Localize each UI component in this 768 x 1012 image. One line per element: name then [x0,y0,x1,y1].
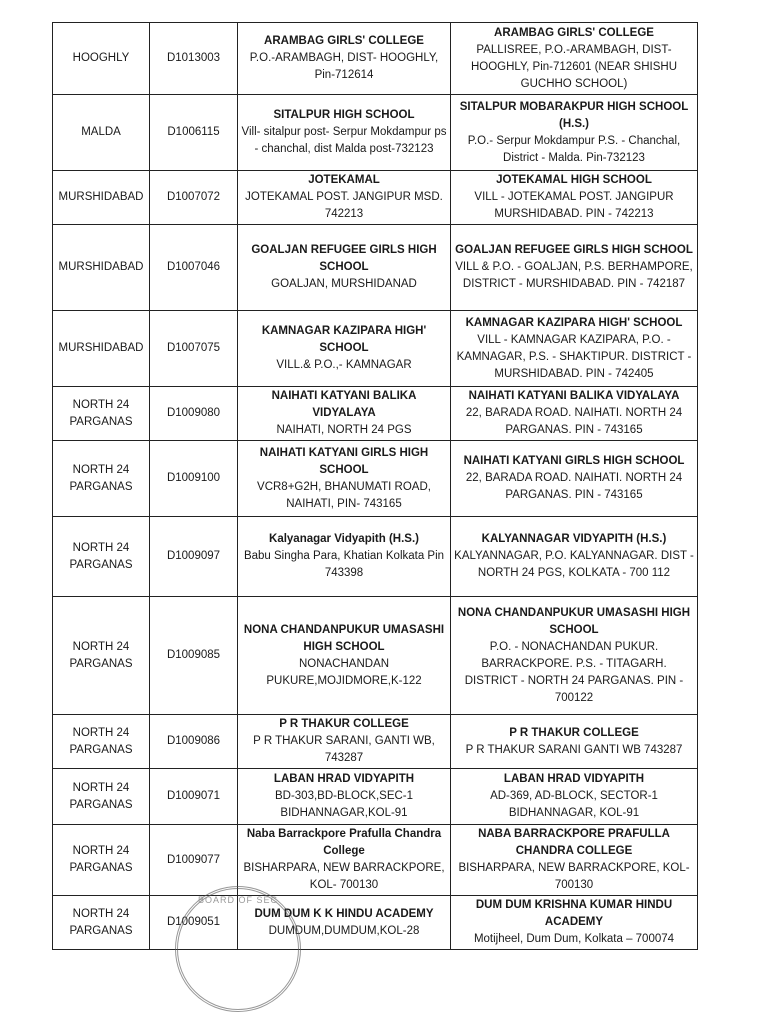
school-cell [451,95,698,171]
college-name: JOTEKAMAL [308,174,380,186]
district-cell [53,517,150,597]
school-address: PALLISREE, P.O.-ARAMBAGH, DIST- HOOGHLY, Pin-712601 (NEAR SHISHU GUCHHO SCHOOL) [470,43,677,90]
district-name: NORTH 24 PARGANAS [69,541,133,571]
college-name: LABAN HRAD VIDYAPITH [273,773,415,785]
board-seal-stamp [175,886,301,1012]
college-cell [238,387,451,441]
college-name: Naba Barrackpore Prafulla Chandra College [246,828,442,857]
school-cell [451,896,698,950]
table-row [53,171,698,225]
institution-code: D1009071 [166,790,221,802]
table-row [53,23,698,95]
school-name: NABA BARRACKPORE PRAFULLA CHANDRA COLLEGE [478,828,670,857]
table-row [53,225,698,311]
district-name: NORTH 24 PARGANAS [69,398,133,428]
district-name: NORTH 24 PARGANAS [69,463,133,493]
school-list-table [52,22,698,950]
table-row [53,311,698,387]
college-cell [238,825,451,896]
table-row [53,517,698,597]
table-row [53,715,698,769]
college-name: NAIHATI KATYANI GIRLS HIGH SCHOOL [259,446,429,476]
school-cell [451,441,698,517]
code-cell [150,95,238,171]
district-cell [53,387,150,441]
college-name: ARAMBAG GIRLS' COLLEGE [264,35,424,47]
district-name: NORTH 24 PARGANAS [69,907,133,937]
school-name: SITALPUR MOBARAKPUR HIGH SCHOOL (H.S.) [459,100,689,130]
table-row [53,896,698,950]
district-name: NORTH 24 PARGANAS [69,781,133,811]
school-address: 22, BARADA ROAD. NAIHATI. NORTH 24 PARGANAS. PIN - 743165 [465,472,683,501]
school-address: P.O. - NONACHANDAN PUKUR. BARRACKPORE. P.S. - TITAGARH. DISTRICT - NORTH 24 PARGANAS. PIN - 700122 [464,640,684,704]
institution-code: D1009080 [166,407,221,419]
college-address: Babu Singha Para, Khatian Kolkata Pin 743398 [243,550,445,579]
code-cell [150,441,238,517]
school-cell [451,171,698,225]
school-address: AD-369, AD-BLOCK, SECTOR-1 BIDHANNAGAR, KOL-91 [490,790,658,819]
district-name: MURSHIDABAD [58,191,144,203]
college-address: P.O.-ARAMBAGH, DIST- HOOGHLY, Pin-712614 [249,52,439,81]
table-row [53,597,698,715]
college-cell [238,597,451,715]
district-cell [53,769,150,825]
college-cell [238,23,451,95]
school-address: VILL - JOTEKAMAL POST. JANGIPUR MURSHIDABAD. PIN - 742213 [474,191,674,220]
district-name: MURSHIDABAD [58,342,144,354]
district-cell [53,95,150,171]
college-name: DUM DUM K K HINDU ACADEMY [254,907,434,920]
institution-code: D1009100 [166,472,221,484]
institution-code: D1009051 [166,916,221,928]
institution-code: D1006115 [167,126,220,138]
district-name: NORTH 24 PARGANAS [69,726,133,756]
college-address: NONACHANDAN PUKURE,MOJIDMORE,K-122 [266,657,422,687]
college-name: NAIHATI KATYANI BALIKA VIDYALAYA [271,390,417,419]
code-cell [150,387,238,441]
school-address: 22, BARADA ROAD. NAIHATI. NORTH 24 PARGANAS. PIN - 743165 [465,407,683,436]
code-cell [150,23,238,95]
school-cell [451,225,698,311]
school-cell [451,825,698,896]
college-address: GOALJAN, MURSHIDANAD [271,278,417,290]
district-cell [53,311,150,387]
school-name: JOTEKAMAL HIGH SCHOOL [496,174,652,186]
institution-code: D1007072 [166,191,221,203]
code-cell [150,769,238,825]
college-name: Kalyanagar Vidyapith (H.S.) [269,533,419,545]
school-name: GOALJAN REFUGEE GIRLS HIGH SCHOOL [455,244,693,256]
district-cell [53,896,150,950]
school-cell [451,769,698,825]
college-name: P R THAKUR COLLEGE [279,718,409,730]
college-cell [238,517,451,597]
college-name: KAMNAGAR KAZIPARA HIGH' SCHOOL [261,325,427,354]
college-address: DUMDUM,DUMDUM,KOL-28 [268,924,420,937]
college-cell [238,769,451,825]
school-name: LABAN HRAD VIDYAPITH [503,773,645,785]
institution-code: D1009085 [166,649,221,661]
college-cell [238,441,451,517]
school-address: BISHARPARA, NEW BARRACKPORE, KOL- 700130 [458,862,690,891]
school-address: P.O.- Serpur Mokdampur P.S. - Chanchal, District - Malda. Pin-732123 [467,134,681,164]
school-name: KALYANNAGAR VIDYAPITH (H.S.) [481,533,667,545]
college-cell [238,311,451,387]
district-cell [53,441,150,517]
code-cell [150,715,238,769]
school-address: VILL & P.O. - GOALJAN, P.S. BERHAMPORE, DISTRICT - MURSHIDABAD. PIN - 742187 [455,261,693,290]
table-row [53,441,698,517]
institution-code: D1009097 [166,550,221,562]
college-address: NAIHATI, NORTH 24 PGS [276,424,412,436]
district-name: HOOGHLY [72,52,130,64]
district-cell [53,597,150,715]
school-cell [451,597,698,715]
district-name: NORTH 24 PARGANAS [69,640,133,670]
district-cell [53,225,150,311]
school-name: KAMNAGAR KAZIPARA HIGH' SCHOOL [465,316,683,329]
college-address: BISHARPARA, NEW BARRACKPORE, KOL- 700130 [243,862,445,891]
code-cell [150,311,238,387]
institution-code: D1009086 [166,735,221,747]
institution-code: D1007046 [166,261,221,273]
district-cell [53,23,150,95]
college-address: VILL.& P.O.,- KAMNAGAR [276,359,412,371]
institution-code: D1013003 [166,52,221,64]
code-cell [150,225,238,311]
school-name: P R THAKUR COLLEGE [509,726,639,739]
school-address: P R THAKUR SARANI GANTI WB 743287 [465,743,683,756]
table-row [53,387,698,441]
college-cell [238,95,451,171]
college-address: BD-303,BD-BLOCK,SEC-1 BIDHANNAGAR,KOL-91 [274,790,414,819]
school-name: ARAMBAG GIRLS' COLLEGE [494,26,654,39]
college-address: Vill- sitalpur post- Serpur Mokdampur ps - chanchal, dist Malda post-732123 [241,126,447,155]
institution-code: D1009077 [166,853,221,866]
code-cell [150,597,238,715]
college-address: P R THAKUR SARANI, GANTI WB, 743287 [253,735,435,764]
district-cell [53,715,150,769]
school-cell [451,715,698,769]
code-cell [150,825,238,896]
district-cell [53,825,150,896]
school-name: NAIHATI KATYANI GIRLS HIGH SCHOOL [463,455,685,467]
college-address: VCR8+G2H, BHANUMATI ROAD, NAIHATI, PIN- 743165 [257,480,431,510]
school-name: NAIHATI KATYANI BALIKA VIDYALAYA [468,390,680,402]
district-name: MALDA [81,126,121,138]
school-name: DUM DUM KRISHNA KUMAR HINDU ACADEMY [475,899,673,928]
school-cell [451,23,698,95]
college-name: GOALJAN REFUGEE GIRLS HIGH SCHOOL [251,244,437,273]
code-cell [150,171,238,225]
table-row [53,825,698,896]
institution-code: D1007075 [166,342,221,354]
college-cell [238,225,451,311]
school-address: KALYANNAGAR, P.O. KALYANNAGAR. DIST - NORTH 24 PGS, KOLKATA - 700 112 [454,550,694,579]
table-row [53,95,698,171]
school-address: Motijheel, Dum Dum, Kolkata – 700074 [473,933,675,945]
document-table-container [52,22,697,950]
college-address: JOTEKAMAL POST. JANGIPUR MSD. 742213 [245,191,443,220]
code-cell [150,517,238,597]
district-name: MURSHIDABAD [58,261,144,273]
district-cell [53,171,150,225]
school-cell [451,311,698,387]
college-name: NONA CHANDANPUKUR UMASASHI HIGH SCHOOL [243,623,445,653]
district-name: NORTH 24 PARGANAS [69,845,133,874]
school-address: VILL - KAMNAGAR KAZIPARA, P.O. - KAMNAGAR, P.S. - SHAKTIPUR. DISTRICT - MURSHIDABAD. PIN - 742405 [456,333,692,380]
college-name: SITALPUR HIGH SCHOOL [273,109,415,121]
school-cell [451,387,698,441]
school-cell [451,517,698,597]
college-cell [238,171,451,225]
seal-text: BOARD OF SEC [197,895,278,905]
school-name: NONA CHANDANPUKUR UMASASHI HIGH SCHOOL [457,606,691,636]
table-row [53,769,698,825]
college-cell [238,715,451,769]
